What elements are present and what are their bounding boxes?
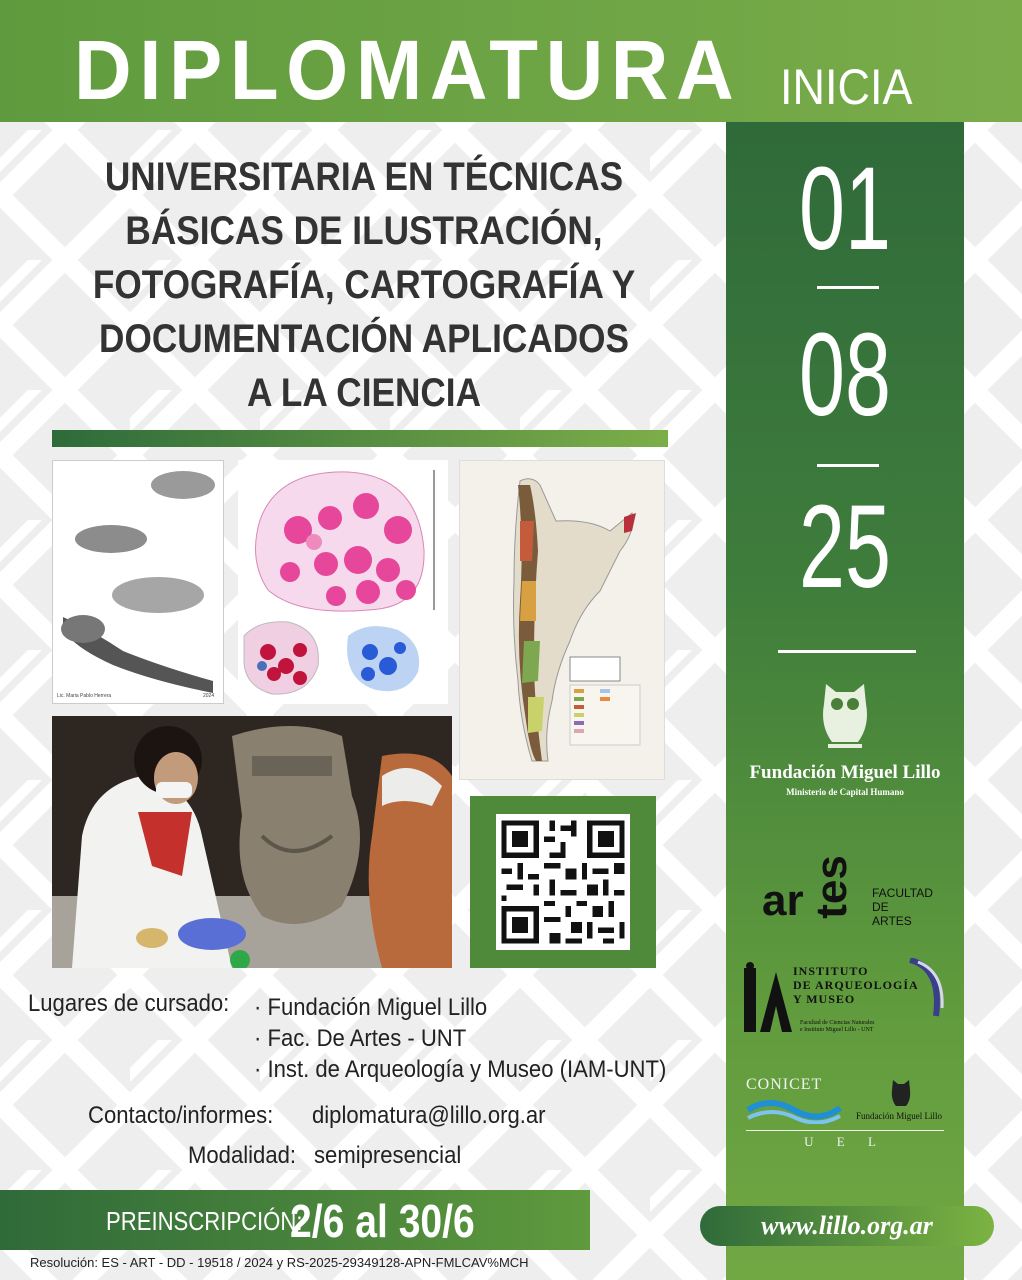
conicet-wave-icon xyxy=(746,1094,842,1124)
preinscription-label: PREINSCRIPCIÓN: xyxy=(106,1206,303,1236)
conicet-logo-text: CONICET xyxy=(746,1076,823,1093)
contact-email-link[interactable]: diplomatura@lillo.org.ar xyxy=(312,1102,546,1129)
illustration-year: 2024 xyxy=(203,693,215,699)
locations-label: Lugares de cursado: xyxy=(28,990,230,1017)
artes-logo-mark-rotated: tes xyxy=(806,855,856,919)
turtle-illustration-image xyxy=(52,460,224,704)
modality-value: semipresencial xyxy=(314,1142,462,1169)
start-year: 25 xyxy=(799,481,891,613)
illustration-signature: Lic. Maria Pablo Herrera xyxy=(57,693,112,699)
fml-logo-name: Fundación Miguel Lillo xyxy=(749,762,941,783)
iam-swoosh-icon xyxy=(906,958,946,1018)
artes-logo-mark: ar xyxy=(762,876,804,925)
website-link[interactable]: www.lillo.org.ar xyxy=(761,1211,933,1240)
location-item: · Fundación Miguel Lillo xyxy=(254,994,488,1021)
start-month: 08 xyxy=(799,309,891,441)
date-divider-long xyxy=(778,650,916,653)
iam-logo-text: INSTITUTO DE ARQUEOLOGÍA Y MUSEO xyxy=(793,964,919,1006)
modality-label: Modalidad: xyxy=(188,1142,297,1169)
iam-logo-subtitle: Facultad de Ciencias Naturales e Instituto Miguel Lillo - UNT xyxy=(800,1020,875,1033)
iam-logo-icon xyxy=(742,962,796,1036)
qr-code[interactable] xyxy=(496,814,630,950)
location-item: · Fac. De Artes - UNT xyxy=(254,1025,467,1052)
preinscription-dates: 2/6 al 30/6 xyxy=(290,1195,475,1247)
contact-label: Contacto/informes: xyxy=(88,1102,274,1129)
start-label: INICIA xyxy=(780,59,913,115)
owl-logo-icon xyxy=(818,680,872,750)
fml-logo-subtitle: Ministerio de Capital Humano xyxy=(786,787,904,797)
resolution-text: Resolución: ES - ART - DD - 19518 / 2024 y RS-2025-29349128-APN-FMLCAV%MCH xyxy=(30,1255,529,1270)
section-divider-bar xyxy=(52,430,668,447)
date-divider xyxy=(817,286,879,289)
uel-logo-text: U E L xyxy=(804,1134,886,1149)
argentina-relief-map-image xyxy=(459,460,665,780)
location-item: · Inst. de Arqueología y Museo (IAM-UNT) xyxy=(254,1056,667,1083)
artes-logo-text: FACULTAD DE ARTES xyxy=(872,886,933,928)
uel-divider xyxy=(746,1130,944,1131)
start-day: 01 xyxy=(799,143,891,275)
fml-small-logo-text: Fundación Miguel Lillo xyxy=(856,1111,942,1121)
page-title: DIPLOMATURA xyxy=(74,23,742,117)
date-divider xyxy=(817,464,879,467)
archaeology-lab-photo xyxy=(52,716,452,968)
course-subtitle: UNIVERSITARIA EN TÉCNICAS BÁSICAS DE ILUSTRACIÓN, FOTOGRAFÍA, CARTOGRAFÍA Y DOCUMENTACIÓN APLICADOS A LA CIENCIA xyxy=(92,155,636,415)
fml-small-owl-icon xyxy=(890,1078,912,1108)
histology-image xyxy=(238,460,448,704)
